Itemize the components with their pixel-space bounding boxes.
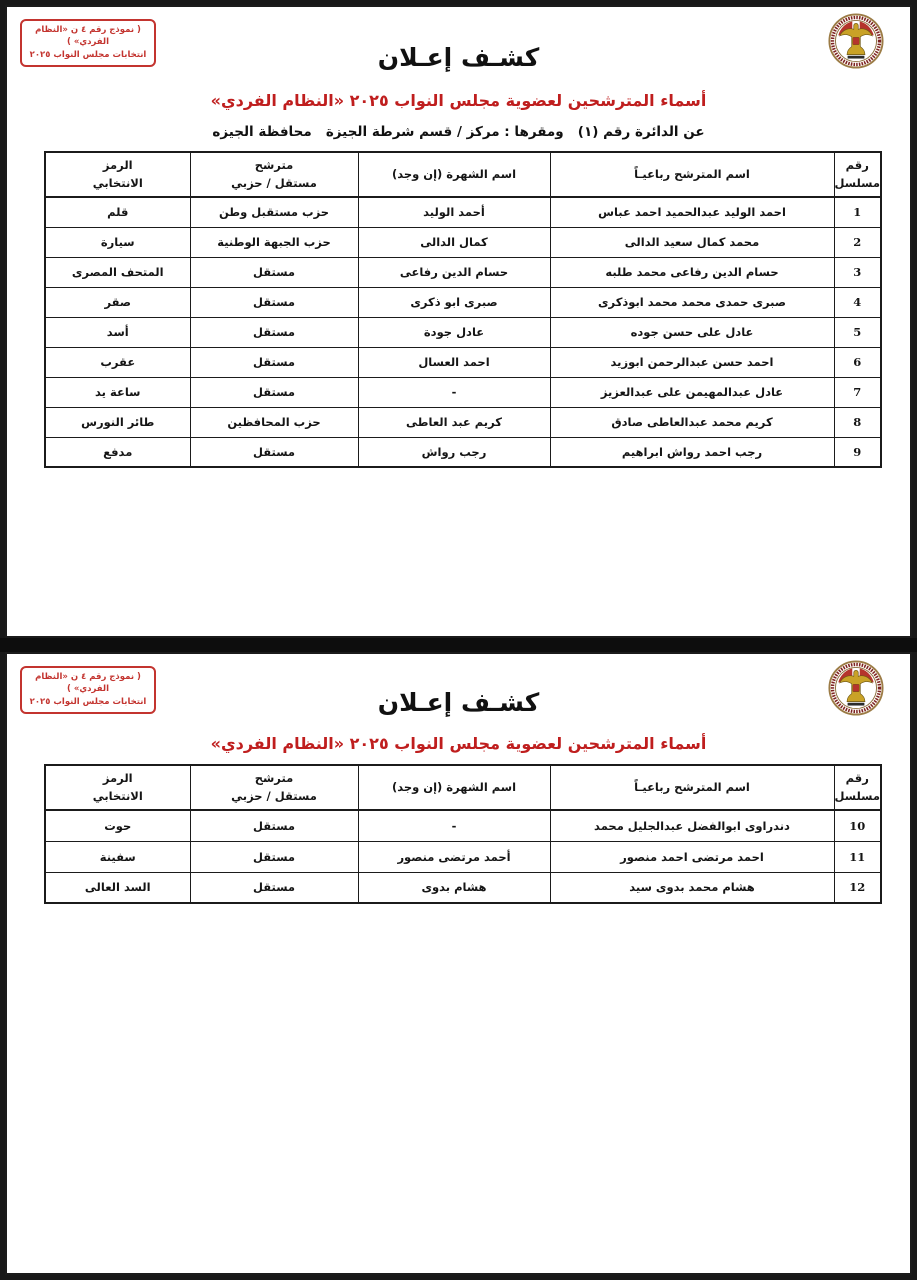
table-row bbox=[45, 872, 881, 903]
cell-name: احمد مرتضى احمد منصور bbox=[550, 841, 834, 872]
cell-serial: 6 bbox=[834, 347, 881, 377]
table-row bbox=[45, 347, 881, 377]
table-row bbox=[45, 197, 881, 227]
cell-symbol: صقر bbox=[45, 287, 190, 317]
cell-shohra: عادل جودة bbox=[358, 317, 550, 347]
header-symbol: الرمز الانتخابي bbox=[45, 765, 190, 810]
cell-serial: 1 bbox=[834, 197, 881, 227]
table-row bbox=[45, 227, 881, 257]
page-title: كشـف إعـلان bbox=[377, 688, 540, 717]
cell-name: حسام الدين رفاعى محمد طلبه bbox=[550, 257, 834, 287]
cell-name: احمد الوليد عبدالحميد احمد عباس bbox=[550, 197, 834, 227]
cell-symbol: عقرب bbox=[45, 347, 190, 377]
table-header-row bbox=[45, 152, 881, 197]
candidates-table-1 bbox=[44, 151, 882, 468]
header-symbol: الرمز الانتخابي bbox=[45, 152, 190, 197]
header-party: مترشح مستقل / حزبي bbox=[190, 765, 358, 810]
cell-name: دندراوى ابوالفضل عبدالجليل محمد bbox=[550, 810, 834, 841]
header-full-name: اسم المترشح رباعيـاً bbox=[550, 152, 834, 197]
cell-party: حزب مستقبل وطن bbox=[190, 197, 358, 227]
page-divider bbox=[0, 638, 917, 652]
cell-party: حزب المحافظين bbox=[190, 407, 358, 437]
cell-name: عادل عبدالمهيمن على عبدالعزيز bbox=[550, 377, 834, 407]
page-subtitle: أسماء المترشحين لعضوية مجلس النواب ٢٠٢٥ «النظام الفردي» bbox=[210, 91, 707, 110]
election-year-text: انتخابات مجلس النواب ٢٠٢٥ bbox=[29, 49, 147, 60]
cell-shohra: أحمد مرتضى منصور bbox=[358, 841, 550, 872]
cell-serial: 7 bbox=[834, 377, 881, 407]
header-full-name: اسم المترشح رباعيـاً bbox=[550, 765, 834, 810]
header-serial: رقم مسلسل bbox=[834, 152, 881, 197]
cell-party: مستقل bbox=[190, 377, 358, 407]
cell-party: مستقل bbox=[190, 317, 358, 347]
table-row bbox=[45, 287, 881, 317]
cell-serial: 11 bbox=[834, 841, 881, 872]
header-party: مترشح مستقل / حزبي bbox=[190, 152, 358, 197]
cell-shohra: رجب رواش bbox=[358, 437, 550, 467]
cell-party: مستقل bbox=[190, 437, 358, 467]
table-row bbox=[45, 377, 881, 407]
cell-party: مستقل bbox=[190, 347, 358, 377]
cell-party: حزب الجبهة الوطنية bbox=[190, 227, 358, 257]
table-row bbox=[45, 841, 881, 872]
district-line: عن الدائرة رقم (١) ومقرها : مركز / قسم شرطة الجيزة محافظة الجيزه bbox=[212, 124, 705, 140]
cell-party: مستقل bbox=[190, 257, 358, 287]
cell-shohra: - bbox=[358, 810, 550, 841]
header-shohra: اسم الشهرة (إن وجد) bbox=[358, 152, 550, 197]
cell-symbol: سيارة bbox=[45, 227, 190, 257]
cell-symbol: مدفع bbox=[45, 437, 190, 467]
header-shohra: اسم الشهرة (إن وجد) bbox=[358, 765, 550, 810]
header-serial: رقم مسلسل bbox=[834, 765, 881, 810]
cell-party: مستقل bbox=[190, 810, 358, 841]
cell-symbol: حوت bbox=[45, 810, 190, 841]
cell-shohra: أحمد الوليد bbox=[358, 197, 550, 227]
cell-shohra: كريم عبد العاطى bbox=[358, 407, 550, 437]
cell-symbol: ساعة يد bbox=[45, 377, 190, 407]
cell-shohra: هشام بدوى bbox=[358, 872, 550, 903]
cell-serial: 10 bbox=[834, 810, 881, 841]
cell-name: كريم محمد عبدالعاطى صادق bbox=[550, 407, 834, 437]
cell-serial: 8 bbox=[834, 407, 881, 437]
table-header-row bbox=[45, 765, 881, 810]
cell-name: احمد حسن عبدالرحمن ابوزيد bbox=[550, 347, 834, 377]
cell-party: مستقل bbox=[190, 841, 358, 872]
table-row bbox=[45, 407, 881, 437]
announcement-page-1 bbox=[5, 5, 912, 638]
form-number-text: ( نموذج رقم ٤ ن «النظام الفردي» ) bbox=[35, 25, 141, 48]
table-body bbox=[45, 197, 881, 467]
page-subtitle: أسماء المترشحين لعضوية مجلس النواب ٢٠٢٥ «النظام الفردي» bbox=[210, 734, 707, 753]
announcement-page-2 bbox=[5, 652, 912, 1275]
cell-shohra: صبرى ابو ذكرى bbox=[358, 287, 550, 317]
form-number-text: ( نموذج رقم ٤ ن «النظام الفردي» ) bbox=[35, 672, 141, 695]
cell-symbol: أسد bbox=[45, 317, 190, 347]
cell-symbol: السد العالى bbox=[45, 872, 190, 903]
cell-party: مستقل bbox=[190, 872, 358, 903]
cell-serial: 4 bbox=[834, 287, 881, 317]
cell-serial: 2 bbox=[834, 227, 881, 257]
cell-shohra: كمال الدالى bbox=[358, 227, 550, 257]
cell-shohra: احمد العسال bbox=[358, 347, 550, 377]
table-row bbox=[45, 257, 881, 287]
election-year-text: انتخابات مجلس النواب ٢٠٢٥ bbox=[29, 696, 147, 707]
cell-name: محمد كمال سعيد الدالى bbox=[550, 227, 834, 257]
table-row bbox=[45, 810, 881, 841]
candidates-table-2 bbox=[44, 764, 882, 904]
page-title: كشـف إعـلان bbox=[377, 43, 540, 72]
cell-serial: 3 bbox=[834, 257, 881, 287]
cell-symbol: سفينة bbox=[45, 841, 190, 872]
cell-party: مستقل bbox=[190, 287, 358, 317]
cell-name: صبرى حمدى محمد محمد ابوذكرى bbox=[550, 287, 834, 317]
cell-shohra: حسام الدين رفاعى bbox=[358, 257, 550, 287]
cell-serial: 9 bbox=[834, 437, 881, 467]
cell-symbol: قلم bbox=[45, 197, 190, 227]
cell-name: هشام محمد بدوى سيد bbox=[550, 872, 834, 903]
cell-name: عادل على حسن جوده bbox=[550, 317, 834, 347]
cell-symbol: طائر النورس bbox=[45, 407, 190, 437]
cell-name: رجب احمد رواش ابراهيم bbox=[550, 437, 834, 467]
table-row bbox=[45, 317, 881, 347]
table-body bbox=[45, 810, 881, 903]
cell-serial: 5 bbox=[834, 317, 881, 347]
cell-shohra: - bbox=[358, 377, 550, 407]
cell-symbol: المتحف المصرى bbox=[45, 257, 190, 287]
table-row bbox=[45, 437, 881, 467]
cell-serial: 12 bbox=[834, 872, 881, 903]
